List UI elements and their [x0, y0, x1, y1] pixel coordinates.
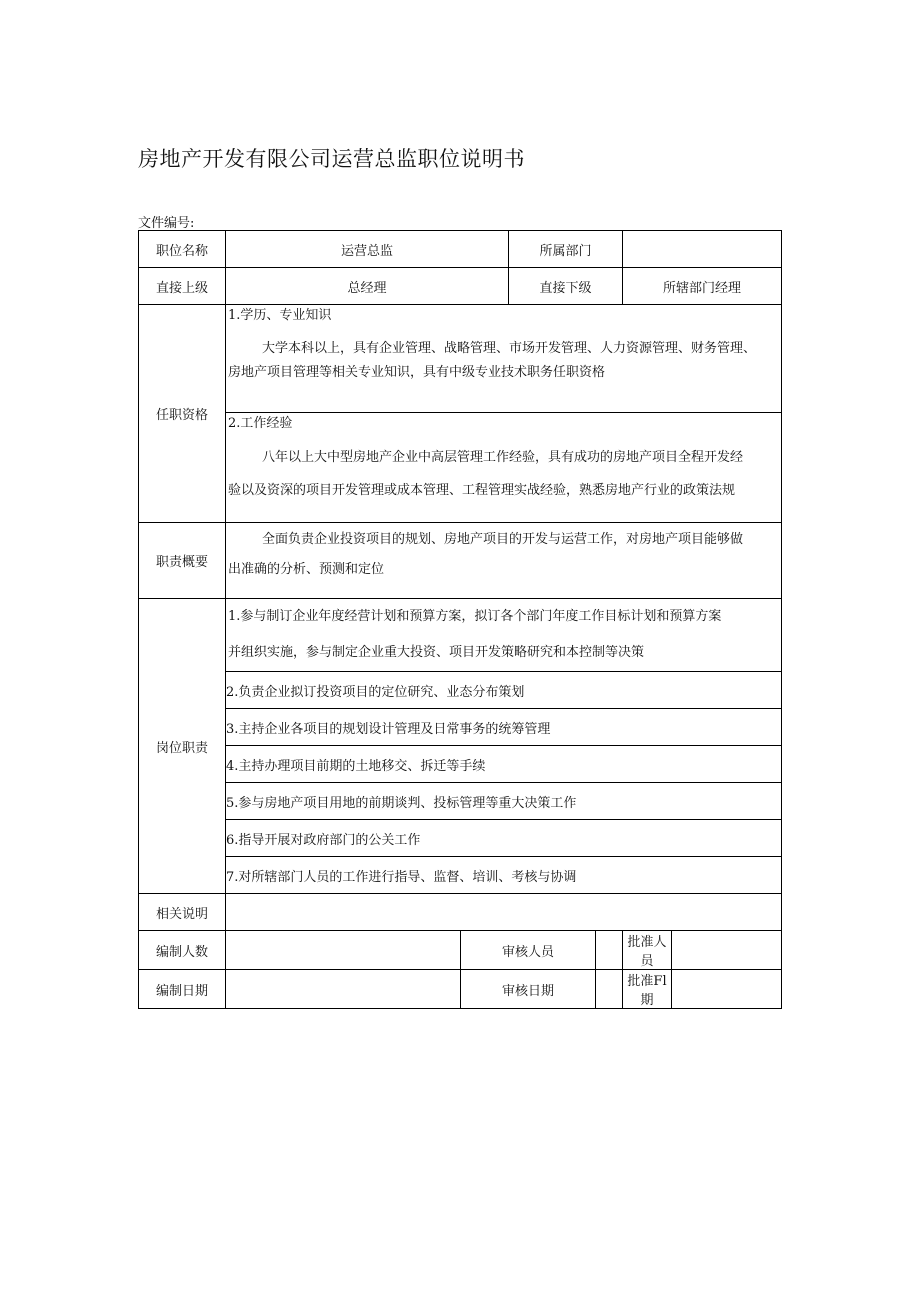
direct-subordinate-label: 直接下级 — [509, 268, 623, 305]
approved-by-label: 批准人员 — [623, 931, 672, 970]
direct-subordinate-value: 所辖部门经理 — [623, 268, 782, 305]
duty-row-1 — [139, 599, 782, 672]
notes-label: 相关说明 — [139, 894, 226, 931]
summary-content — [226, 523, 782, 599]
prepared-date-value — [226, 970, 461, 1009]
job-description-table — [138, 230, 782, 1009]
duty-item-3: 3.主持企业各项目的规划设计管理及日常事务的统筹管理 — [226, 709, 782, 746]
row-sign-people — [139, 931, 782, 970]
row-summary — [139, 523, 782, 599]
prepared-date-label: 编制日期 — [139, 970, 226, 1009]
prepared-by-label: 编制人数 — [139, 931, 226, 970]
notes-value — [226, 894, 782, 931]
direct-superior-label: 直接上级 — [139, 268, 226, 305]
row-superior — [139, 268, 782, 305]
education-text-1: 大学本科以上，具有企业管理、战略管理、市场开发管理、人力资源管理、财务管理、 — [262, 341, 757, 356]
qualifications-content — [226, 305, 782, 523]
education-text-2: 房地产项目管理等相关专业知识，具有中级专业技术职务任职资格 — [228, 365, 606, 380]
duty-item-2: 2.负责企业拟订投资项目的定位研究、业态分布策划 — [226, 672, 782, 709]
duty-row-3 — [139, 709, 782, 746]
row-position — [139, 231, 782, 268]
direct-superior-value: 总经理 — [226, 268, 509, 305]
row-sign-dates — [139, 970, 782, 1009]
approved-by-value — [672, 931, 782, 970]
summary-label: 职责概要 — [139, 523, 226, 599]
summary-text-2: 出准确的分析、预测和定位 — [228, 562, 385, 577]
reviewed-by-value — [596, 931, 623, 970]
document-number-label: 文件编号: — [138, 216, 195, 231]
document-title: 房地产开发有限公司运营总监职位说明书 — [138, 147, 525, 171]
duty-row-2 — [139, 672, 782, 709]
reviewed-by-label: 审核人员 — [461, 931, 596, 970]
experience-heading: 2.工作经验 — [228, 416, 293, 431]
row-notes — [139, 894, 782, 931]
duty-item-4: 4.主持办理项目前期的土地移交、拆迁等手续 — [226, 746, 782, 783]
duty-row-5 — [139, 783, 782, 820]
duty-item-1 — [226, 599, 782, 672]
education-section — [226, 305, 781, 413]
position-name-label: 职位名称 — [139, 231, 226, 268]
prepared-by-value — [226, 931, 461, 970]
duty-row-7 — [139, 857, 782, 894]
department-label: 所属部门 — [509, 231, 623, 268]
approved-date-value — [672, 970, 782, 1009]
duties-label: 岗位职责 — [139, 599, 226, 894]
duty-item-6: 6.指导开展对政府部门的公关工作 — [226, 820, 782, 857]
position-name-value: 运营总监 — [226, 231, 509, 268]
duty-item-1-text-2: 并组织实施，参与制定企业重大投资、项目开发策略研究和本控制等决策 — [228, 645, 645, 660]
duty-item-5: 5.参与房地产项目用地的前期谈判、投标管理等重大决策工作 — [226, 783, 782, 820]
experience-text-2: 验以及资深的项目开发管理或成本管理、工程管理实战经验，熟悉房地产行业的政策法规 — [228, 483, 736, 498]
summary-text-1: 全面负责企业投资项目的规划、房地产项目的开发与运营工作，对房地产项目能够做 — [262, 532, 744, 547]
duty-item-1-text-1: 1.参与制订企业年度经营计划和预算方案，拟订各个部门年度工作目标计划和预算方案 — [228, 609, 722, 624]
duty-row-4 — [139, 746, 782, 783]
education-heading: 1.学历、专业知识 — [228, 308, 332, 323]
department-value — [623, 231, 782, 268]
experience-section — [226, 413, 781, 500]
qualifications-label: 任职资格 — [139, 305, 226, 523]
duty-item-7: 7.对所辖部门人员的工作进行指导、监督、培训、考核与协调 — [226, 857, 782, 894]
experience-text-1: 八年以上大中型房地产企业中高层管理工作经验，具有成功的房地产项目全程开发经 — [262, 450, 744, 465]
row-qualifications — [139, 305, 782, 523]
reviewed-date-value — [596, 970, 623, 1009]
reviewed-date-label: 审核日期 — [461, 970, 596, 1009]
approved-date-label: 批准Fl期 — [623, 970, 672, 1009]
duty-row-6 — [139, 820, 782, 857]
